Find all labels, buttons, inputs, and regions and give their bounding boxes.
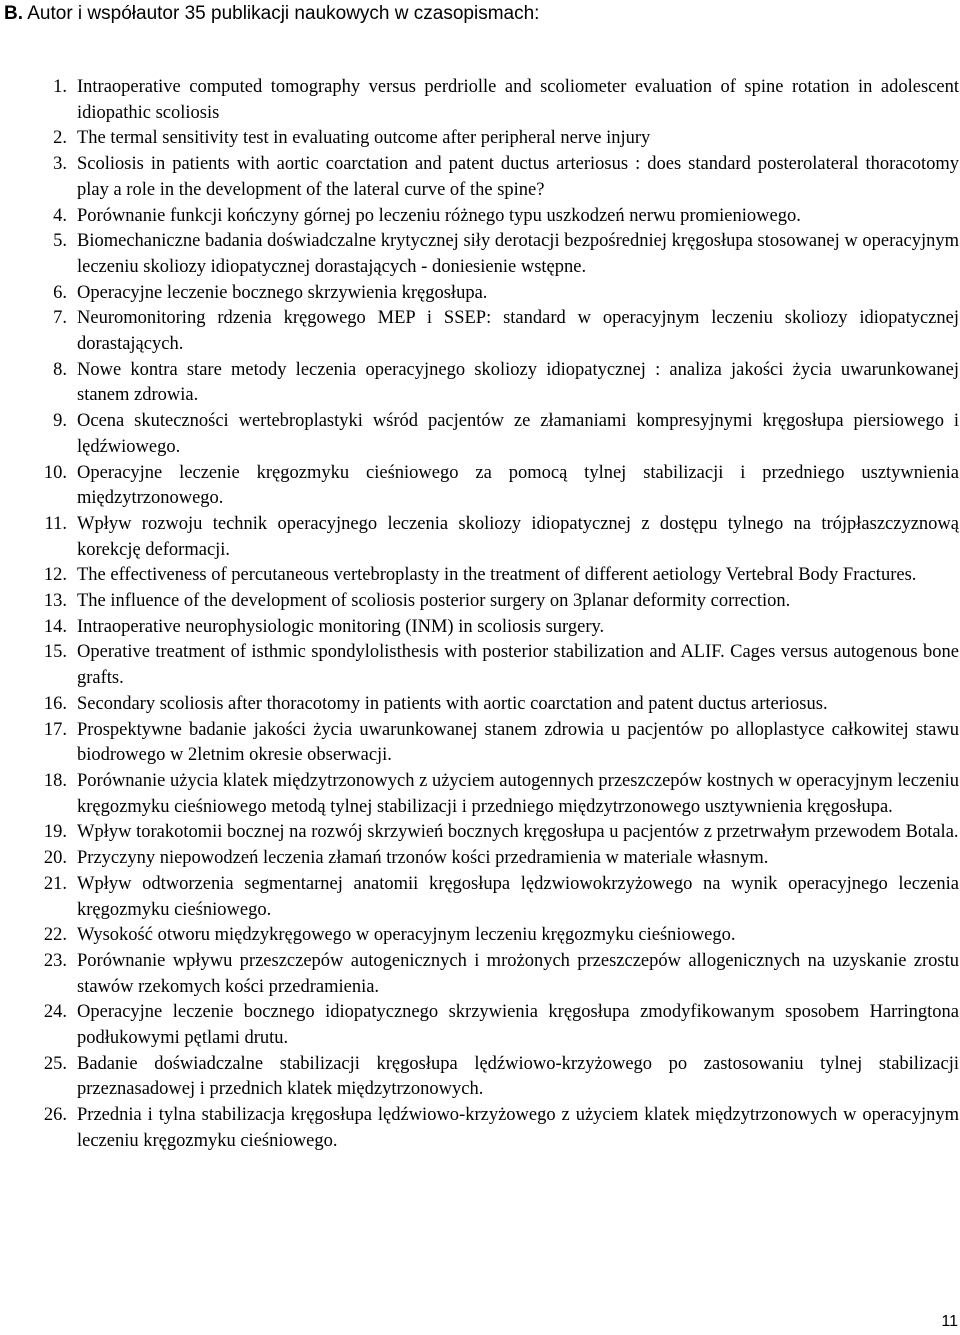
publication-number: 14. [43,616,67,637]
publication-item [0,126,959,152]
publication-title: Operacyjne leczenie bocznego idiopatycznego skrzywienia kręgosłupa zmodyfikowanym sposobem Harringtona podłukowymi pętlami drutu. [77,1002,959,1049]
publication-item [0,923,959,949]
publication-number: 24. [43,1002,67,1023]
publication-item [0,152,959,203]
publication-title: Neuromonitoring rdzenia kręgowego MEP i SSEP: standard w operacyjnym leczeniu skoliozy idiopatycznej dorastających. [77,308,959,355]
publication-item [0,281,959,307]
publication-title: Intraoperative computed tomography versus perdriolle and scoliometer evaluation of spine rotation in adolescent idiopathic scoliosis [77,77,959,123]
publication-title: Porównanie funkcji kończyny górnej po leczeniu różnego typu uszkodzeń nerwu promieniowego. [77,205,801,226]
publication-title: Wpływ odtworzenia segmentarnej anatomii kręgosłupa lędzwiowokrzyżowego na wynik operacyjnego leczenia kręgozmyku cieśniowego. [77,873,959,920]
publication-item [0,692,959,718]
publication-item [0,718,959,769]
publication-item [0,1103,959,1154]
publication-title: Secondary scoliosis after thoracotomy in patients with aortic coarctation and patent ductus arteriosus. [77,693,828,714]
publication-number: 23. [43,950,67,971]
publication-item [0,1052,959,1103]
publication-item [0,589,959,615]
publication-item [0,872,959,923]
publication-number: 22. [43,925,67,946]
section-letter: B. [4,3,23,24]
publication-item [0,229,959,280]
publication-number: 12. [43,565,67,586]
publication-number: 7. [53,308,67,329]
publication-number: 17. [43,719,67,740]
publication-title: Wpływ rozwoju technik operacyjnego leczenia skoliozy idiopatycznej z dostępu tylnego na trójpłaszczyznową korekcję deformacji. [77,513,959,560]
publication-title: Intraoperative neurophysiologic monitoring (INM) in scoliosis surgery. [77,616,605,637]
publication-item [0,461,959,512]
publication-item [0,820,959,846]
publication-title: Prospektywne badanie jakości życia uwarunkowanej stanem zdrowia u pacjentów po alloplastyce całkowitej stawu biodrowego w 2letnim okresie obserwacji. [77,719,959,766]
publication-title: Przednia i tylna stabilizacja kręgosłupa lędźwiowo-krzyżowego z użyciem klatek międzytrzonowych w operacyjnym leczeniu kręgozmyku cieśniowego. [77,1105,959,1151]
publication-title: Porównanie użycia klatek międzytrzonowych z użyciem autogennych przeszczepów kostnych w operacyjnym leczeniu kręgozmyku cieśniowego metodą tylnej stabilizacji i przedniego międzytrzonowego usztywnienia kręgosłupa. [77,770,960,817]
publication-title: Ocena skuteczności wertebroplastyki wśród pacjentów ze złamaniami kompresyjnymi kręgosłupa piersiowego i lędźwiowego. [77,411,959,457]
publication-item [0,512,959,563]
publication-title: Badanie doświadczalne stabilizacji kręgosłupa lędźwiowo-krzyżowego po zastosowaniu tylnej stabilizacji przeznasadowej i przednich klatek międzytrzonowych. [77,1053,959,1100]
publication-item [0,563,959,589]
publication-title: Przyczyny niepowodzeń leczenia złamań trzonów kości przedramienia w materiale własnym. [77,848,769,869]
publication-list [0,75,959,1155]
publication-number: 18. [43,770,67,791]
publication-title: Scoliosis in patients with aortic coarctation and patent ductus arteriosus : does standard posterolateral thoracotomy play a role in the development of the lateral curve of the spine? [77,154,959,200]
publication-number: 5. [53,231,67,252]
publication-number: 19. [43,822,67,843]
section-heading [4,2,539,26]
publication-item [0,75,959,126]
publication-number: 11. [44,513,67,534]
publication-number: 26. [43,1105,67,1126]
section-title: Autor i współautor 35 publikacji naukowych w czasopismach: [27,3,540,24]
publication-number: 8. [53,359,67,380]
publication-number: 3. [53,154,67,175]
publication-number: 1. [53,77,67,97]
publication-number: 9. [53,411,67,432]
publication-number: 20. [43,848,67,869]
publication-title: The influence of the development of scoliosis posterior surgery on 3planar deformity correction. [77,591,791,612]
publication-number: 10. [43,462,67,483]
publication-title: Biomechaniczne badania doświadczalne krytycznej siły derotacji bezpośredniej kręgosłupa stosowanej w operacyjnym leczeniu skoliozy idiopatycznej dorastających - doniesienie wstępne. [77,231,959,277]
publication-item [0,640,959,691]
publication-item [0,769,959,820]
publication-number: 15. [43,642,67,663]
page-number: 11 [941,1313,958,1330]
publication-title: Operative treatment of isthmic spondylolisthesis with posterior stabilization and ALIF. Cages versus autogenous bone grafts. [77,642,959,689]
publication-item [0,846,959,872]
publication-item [0,409,959,460]
publication-title: Nowe kontra stare metody leczenia operacyjnego skoliozy idiopatycznej : analiza jakości życia uwarunkowanej stanem zdrowia. [77,359,959,406]
publication-item [0,306,959,357]
publication-title: Porównanie wpływu przeszczepów autogenicznych i mrożonych przeszczepów allogenicznych na uzyskanie zrostu stawów rzekomych kości przedramienia. [77,950,959,997]
publication-number: 2. [53,128,67,149]
publication-item [0,204,959,230]
publication-number: 13. [43,591,67,612]
publication-item [0,1000,959,1051]
publication-title: Wysokość otworu międzykręgowego w operacyjnym leczeniu kręgozmyku cieśniowego. [77,925,736,946]
publication-item [0,615,959,641]
publication-title: Wpływ torakotomii bocznej na rozwój skrzywień bocznych kręgosłupa u pacjentów z przetrwałym przewodem Botala. [77,822,959,843]
publication-number: 25. [43,1053,67,1074]
publication-item [0,358,959,409]
publication-item [0,949,959,1000]
publication-title: Operacyjne leczenie kręgozmyku cieśniowego za pomocą tylnej stabilizacji i przedniego usztywnienia międzytrzonowego. [77,462,959,509]
publication-number: 6. [53,282,67,303]
publication-title: The termal sensitivity test in evaluating outcome after peripheral nerve injury [77,128,651,149]
publication-title: Operacyjne leczenie bocznego skrzywienia kręgosłupa. [77,282,488,303]
publication-number: 16. [43,693,67,714]
publication-number: 21. [43,873,67,894]
publication-title: The effectiveness of percutaneous vertebroplasty in the treatment of different aetiology Vertebral Body Fractures. [77,565,917,586]
publication-number: 4. [53,205,67,226]
